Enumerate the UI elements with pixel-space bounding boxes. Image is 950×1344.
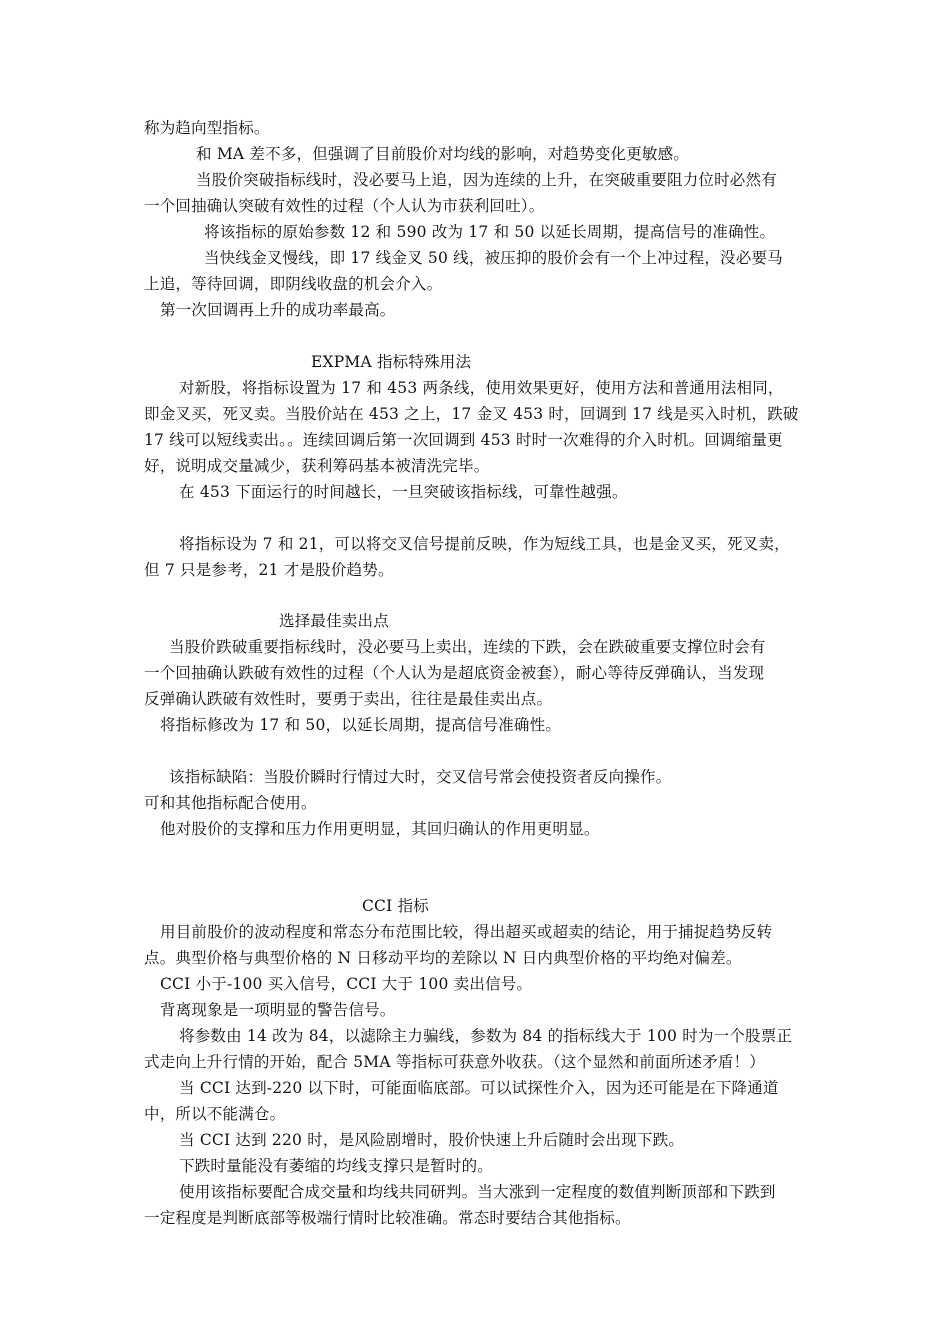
body-line: 对新股，将指标设置为 17 和 453 两条线，使用效果更好，使用方法和普通用法相同， [179, 379, 784, 397]
body-line: 第一次回调再上升的成功率最高。 [160, 301, 396, 319]
body-line: 即金叉买，死叉卖。当股价站在 453 之上，17 金叉 453 时，回调到 17 线是买入时机，跌破 [144, 405, 799, 423]
body-line: 点。典型价格与典型价格的 N 日移动平均的差除以 N 日内典型价格的平均绝对偏差。 [144, 949, 742, 967]
body-line: 将该指标的原始参数 12 和 590 改为 17 和 50 以延长周期，提高信号的准确性。 [204, 223, 776, 241]
section-heading-cci: CCI 指标 [362, 897, 429, 915]
body-line: 一定程度是判断底部等极端行情时比较准确。常态时要结合其他指标。 [144, 1209, 631, 1227]
body-line: 上追，等待回调，即阴线收盘的机会介入。 [144, 275, 443, 293]
body-line: 将参数由 14 改为 84，以滤除主力骗线，参数为 84 的指标线大于 100 时为一个股票正 [179, 1027, 793, 1045]
body-line: 下跌时量能没有萎缩的均线支撑只是暂时的。 [179, 1157, 494, 1175]
body-line: 一个回抽确认跌破有效性的过程（个人认为是超底资金被套），耐心等待反弹确认，当发现 [144, 664, 765, 682]
body-line: 中，所以不能满仓。 [144, 1105, 286, 1123]
body-line: 当股价跌破重要指标线时，没必要马上卖出，连续的下跌，会在跌破重要支撑位时会有 [169, 638, 766, 656]
body-line: 背离现象是一项明显的警告信号。 [160, 1001, 396, 1019]
body-line: 和 MA 差不多，但强调了目前股价对均线的影响，对趋势变化更敏感。 [196, 145, 690, 163]
body-line: 使用该指标要配合成交量和均线共同研判。当大涨到一定程度的数值判断顶部和下跌到 [179, 1183, 776, 1201]
body-line: 式走向上升行情的开始，配合 5MA 等指标可获意外收获。（这个显然和前面所述矛盾！） [144, 1053, 765, 1071]
body-line: 他对股价的支撑和压力作用更明显，其回归确认的作用更明显。 [160, 820, 600, 838]
section-heading-expma: EXPMA 指标特殊用法 [311, 353, 472, 371]
body-line: 好，说明成交量减少，获利筹码基本被清洗完毕。 [144, 457, 490, 475]
body-line: 称为趋向型指标。 [144, 119, 270, 137]
body-line: 在 453 下面运行的时间越长，一旦突破该指标线，可靠性越强。 [179, 483, 628, 501]
body-line: 用目前股价的波动程度和常态分布范围比较，得出超买或超卖的结论，用于捕捉趋势反转 [160, 923, 773, 941]
body-line: 当 CCI 达到 220 时，是风险剧增时，股价快速上升后随时会出现下跌。 [179, 1131, 685, 1149]
body-line: 将指标设为 7 和 21，可以将交叉信号提前反映，作为短线工具，也是金叉买，死叉卖， [179, 535, 790, 553]
body-line: 反弹确认跌破有效性时，要勇于卖出，往往是最佳卖出点。 [144, 690, 553, 708]
body-line: 当股价突破指标线时，没必要马上追，因为连续的上升，在突破重要阻力位时必然有 [196, 171, 777, 189]
body-line: 当 CCI 达到-220 以下时，可能面临底部。可以试探性介入，因为还可能是在下降通道 [179, 1079, 779, 1097]
body-line: 17 线可以短线卖出。。连续回调后第一次回调到 453 时时一次难得的介入时机。回调缩量更 [144, 431, 783, 449]
body-line: 该指标缺陷：当股价瞬时行情过大时，交叉信号常会使投资者反向操作。 [169, 768, 672, 786]
body-line: CCI 小于-100 买入信号，CCI 大于 100 卖出信号。 [160, 975, 533, 993]
body-line: 当快线金叉慢线，即 17 线金叉 50 线，被压抑的股价会有一个上冲过程，没必要马 [204, 249, 783, 267]
body-line: 一个回抽确认突破有效性的过程（个人认为市获利回吐）。 [144, 197, 545, 215]
section-heading-sell-point: 选择最佳卖出点 [279, 612, 389, 630]
body-line: 将指标修改为 17 和 50，以延长周期，提高信号准确性。 [160, 716, 562, 734]
body-line: 但 7 只是参考，21 才是股价趋势。 [144, 561, 394, 579]
body-line: 可和其他指标配合使用。 [144, 794, 317, 812]
